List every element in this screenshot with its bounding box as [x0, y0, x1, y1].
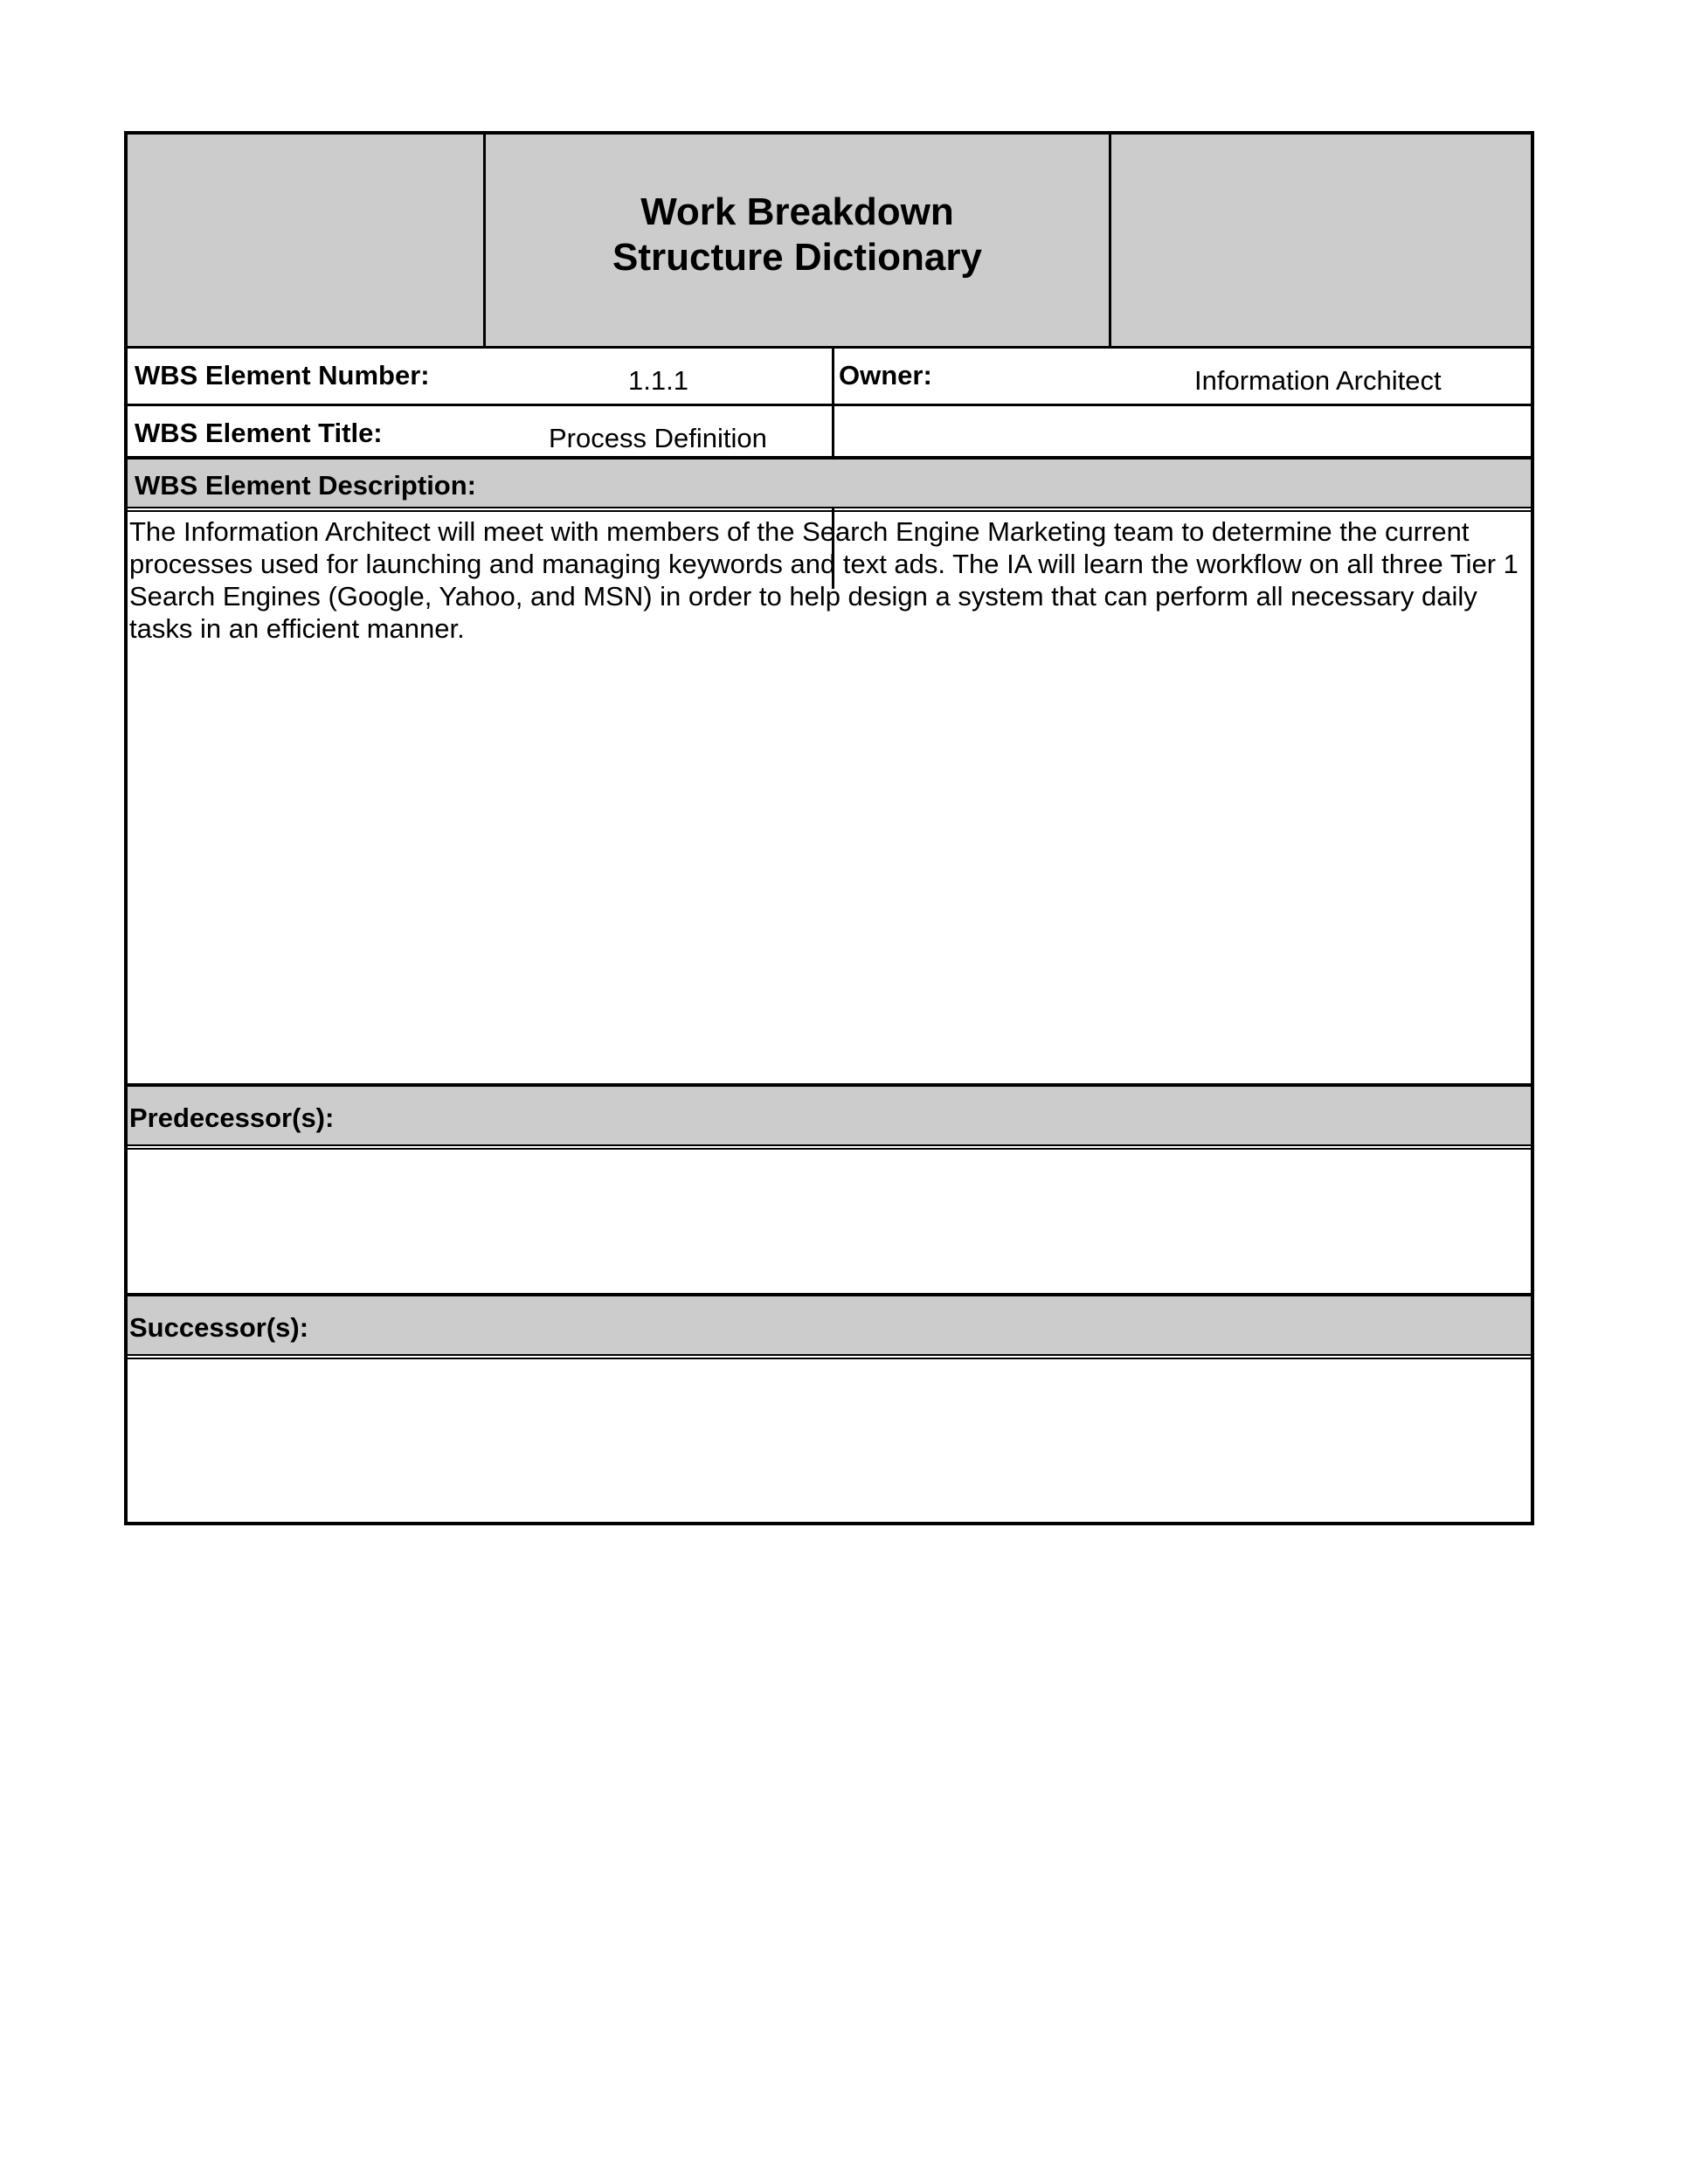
header-title-cell	[486, 133, 1111, 346]
predecessors-header	[126, 1087, 1532, 1144]
page-title	[612, 190, 982, 280]
description-text: The Information Architect will meet with members of the Search Engine Marketing team to determine the current processes used for launching and managing keywords and text ads. The IA will learn the workflow on all three Tier 1 Search Engines (Google, Yahoo, and MSN) in order to help design a system that can perform all necessary daily tasks in an efficient manner.	[129, 516, 1519, 644]
header-right-blank	[1111, 133, 1531, 346]
element-number-value: 1.1.1	[628, 365, 688, 396]
divider	[124, 1144, 1534, 1150]
element-number-label: WBS Element Number:	[135, 360, 430, 390]
predecessors-label: Predecessor(s):	[129, 1102, 335, 1133]
owner-label: Owner:	[839, 360, 932, 390]
header-left-blank	[126, 133, 486, 346]
divider	[124, 1354, 1534, 1359]
description-label: WBS Element Description:	[135, 470, 476, 501]
successors-label: Successor(s):	[129, 1312, 309, 1343]
element-title-label: WBS Element Title:	[135, 418, 383, 448]
title-line-1: Work Breakdown	[640, 190, 954, 233]
owner-value: Information Architect	[1194, 365, 1442, 396]
divider	[124, 404, 1534, 406]
element-title-value: Process Definition	[549, 423, 767, 453]
title-line-2: Structure Dictionary	[612, 236, 982, 279]
divider	[124, 507, 1534, 512]
divider	[124, 346, 1534, 349]
successors-header	[126, 1296, 1532, 1354]
wbs-dictionary-form	[124, 131, 1534, 1525]
